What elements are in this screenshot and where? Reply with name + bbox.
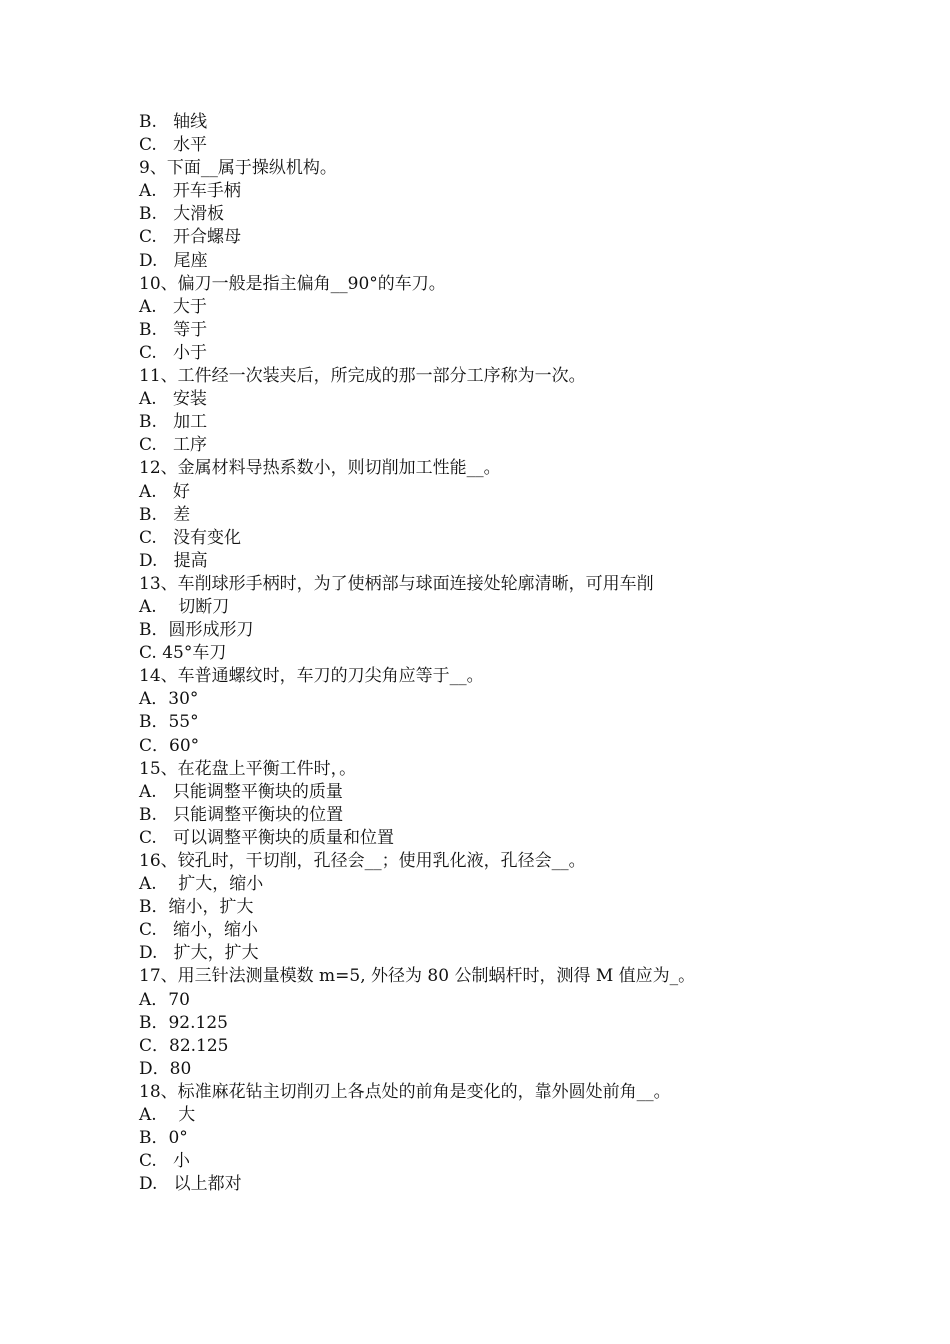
option-line: D. 以上都对: [139, 1174, 242, 1195]
question-line: 10、偏刀一般是指主偏角__90°的车刀。: [139, 273, 446, 294]
question-line: 13、车削球形手柄时，为了使柄部与球面连接处轮廓清晰，可用车削: [139, 573, 654, 594]
option-line: A. 只能调整平衡块的质量: [139, 781, 343, 802]
option-line: C. 开合螺母: [139, 227, 242, 248]
question-line: 16、铰孔时，干切削，孔径会__；使用乳化液，孔径会__。: [139, 851, 586, 871]
option-line: B．0°: [139, 1128, 188, 1149]
option-line: B. 加工: [139, 412, 208, 433]
option-line: B．圆形成形刀: [139, 620, 254, 641]
option-line: C. 45°车刀: [139, 643, 227, 664]
option-line: B．缩小，扩大: [139, 897, 254, 918]
option-line: B. 差: [139, 504, 191, 525]
option-line: C．82.125: [139, 1035, 229, 1056]
option-line: D．80: [139, 1058, 192, 1079]
option-line: B．92.125: [139, 1012, 228, 1033]
question-line: 17、用三针法测量模数 m=5, 外径为 80 公制蜗杆时，测得 M 值应为_。: [139, 966, 696, 987]
option-line: C. 可以调整平衡块的质量和位置: [139, 827, 395, 848]
option-line: A. 切断刀: [139, 596, 230, 617]
option-line: C. 小于: [139, 342, 208, 363]
option-line: A. 大: [139, 1105, 196, 1126]
option-line: B. 大滑板: [139, 204, 225, 225]
option-line: A. 好: [139, 481, 190, 502]
question-line: 12、金属材料导热系数小，则切削加工性能__。: [139, 458, 501, 479]
option-line: C. 缩小，缩小: [139, 920, 259, 941]
option-line: C. 没有变化: [139, 527, 242, 548]
question-line: 18、标准麻花钻主切削刃上各点处的前角是变化的，靠外圆处前角__。: [139, 1081, 671, 1102]
option-line: C．60°: [139, 735, 200, 756]
question-line: 14、车普通螺纹时，车刀的刀尖角应等于__。: [139, 666, 484, 687]
option-line: A．70: [139, 989, 190, 1010]
option-line: B. 轴线: [139, 112, 208, 132]
option-line: A. 扩大，缩小: [139, 874, 264, 895]
option-line: C. 水平: [139, 135, 208, 156]
option-line: B. 只能调整平衡块的位置: [139, 804, 344, 825]
option-line: C. 小: [139, 1151, 191, 1172]
option-line: B. 等于: [139, 319, 208, 340]
option-line: A. 开车手柄: [139, 181, 241, 202]
option-line: D. 尾座: [139, 250, 208, 271]
option-line: B．55°: [139, 712, 199, 733]
question-line: 11、工件经一次装夹后，所完成的那一部分工序称为一次。: [139, 366, 586, 387]
option-line: D. 扩大，扩大: [139, 943, 259, 964]
document-page: [139, 111, 859, 1196]
option-line: A．30°: [139, 689, 199, 710]
option-line: A. 安装: [139, 389, 207, 410]
option-line: C. 工序: [139, 435, 208, 456]
question-line: 9、下面__属于操纵机构。: [139, 158, 337, 179]
question-line: 15、在花盘上平衡工件时，。: [139, 758, 357, 779]
option-line: D. 提高: [139, 550, 208, 571]
option-line: A. 大于: [139, 296, 207, 317]
